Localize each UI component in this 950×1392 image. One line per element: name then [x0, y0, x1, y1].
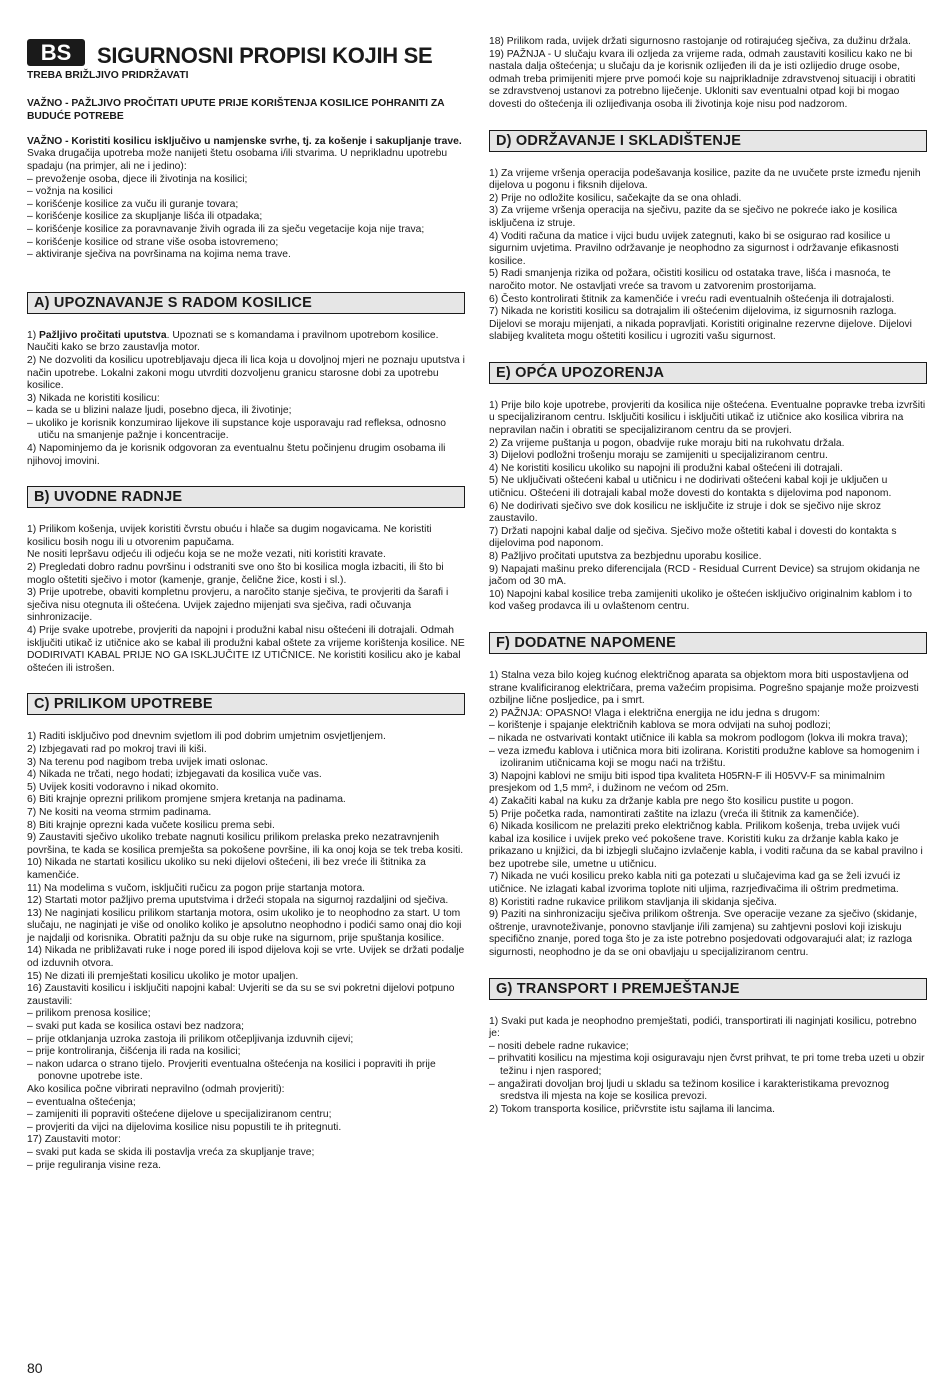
- list-item: 7) Držati napojni kabal dalje od sječiva. Sječivo može oštetiti kabal i dovesti do kontakta s dijelovima pod naponom.: [489, 525, 897, 550]
- list-item: 1) Svaki put kada je neophodno premještati, podići, transportirati ili naginjati kosilicu, potrebno je:: [489, 1015, 917, 1040]
- list-item: 5) Ne uključivati oštećeni kabal u utičnicu i ne dodirivati oštećeni kabal koji je uključen u utičnicu. Oštećeni ili dotrajali kabal može dovesti do kontakta s dijelovima pod naponom.: [489, 475, 892, 500]
- list-item: 1) Stalna veza bilo kojeg kućnog električnog aparata sa objektom mora biti uspostavljena od strane kvalificiranog električara, prema važećim propisima. Pogrešno spajanje može proizvesti ozbiljne lične posljedice, pa i smrt.: [489, 669, 919, 707]
- page-number: 80: [27, 1360, 43, 1376]
- language-badge: BS: [27, 39, 85, 66]
- list-item: 3) Dijelovi podložni trošenju moraju se zamijeniti u specijaliziranom centru.: [489, 450, 828, 462]
- list-item: – prije kontroliranja, čišćenja ili rada na kosilici;: [27, 1046, 241, 1058]
- section-f-list: [489, 670, 927, 960]
- section-a-item-1-bold: Pažljivo pročitati uputstva: [39, 329, 167, 341]
- list-item: – prilikom prenosa kosilice;: [27, 1008, 151, 1020]
- list-item: – prije reguliranja visine reza.: [27, 1159, 161, 1171]
- section-b-heading: B) UVODNE RADNJE: [27, 486, 465, 508]
- section-d-list: [489, 168, 927, 344]
- section-c-heading: C) PRILIKOM UPOTREBE: [27, 693, 465, 715]
- list-item: 8) Koristiti radne rukavice prilikom stavljanja ili skidanja sječiva.: [489, 896, 777, 908]
- list-item: – zamijeniti ili popraviti oštećene dijelove u specijaliziranom centru;: [27, 1109, 332, 1121]
- page-title: SIGURNOSNI PROPISI KOJIH SE: [97, 43, 433, 68]
- list-item: – korišćenje kosilice za poravnavanje živih ograda ili za sječu vegetacije koja nije trava;: [27, 223, 425, 235]
- section-d-heading: D) ODRŽAVANJE I SKLADIŠTENJE: [489, 130, 927, 152]
- list-item: 1) Prije bilo koje upotrebe, provjeriti da kosilica nije oštećena. Eventualne popravke treba izvršiti u specijaliziranom centru. Isključiti kosilicu i isključiti utikač iz utičnice ako kosilica vibrira na nepravilan način i obratiti se specijaliziranom centru da se provjeri.: [489, 399, 926, 437]
- list-item: – prevoženje osoba, djece ili životinja na kosilici;: [27, 173, 248, 185]
- list-item: – veza između kablova i utičnica mora biti izolirana. Koristiti produžne kablove sa homogenim i izoliranim utičnicama koji se mogu naći na tržištu.: [489, 745, 920, 770]
- list-item: – korištenje i spajanje električnih kablova se mora odvijati na suhoj podlozi;: [489, 720, 831, 732]
- list-item: – svaki put kada se kosilica ostavi bez nadzora;: [27, 1021, 244, 1033]
- list-item: 6) Ne dodirivati sječivo sve dok kosilicu ne isključite iz struje i dok se sječivo nije skroz zaustavilo.: [489, 500, 882, 525]
- section-b-list: [27, 524, 465, 675]
- list-item: 2) Prije no odložite kosilicu, sačekajte da se ona ohladi.: [489, 192, 742, 204]
- list-item: 4) Zakačiti kabal na kuku za držanje kabla pre nego što kosilicu pustite u pogon.: [489, 795, 854, 807]
- page-subtitle: TREBA BRIŽLJIVO PRIDRŽAVATI: [27, 70, 189, 81]
- list-item: 12) Startati motor pažljivo prema uputstvima i držeći stopala na sigurnoj razdaljini od sječiva.: [27, 895, 449, 907]
- list-item: 2) Ne dozvoliti da kosilicu upotrebljavaju djeca ili lica koja u dovoljnoj mjeri ne poznaju uputstva i način upotrebe. Lokalni zakoni mogu utvrditi dozvoljenu granicu starosne dobi za upotrebu kosilice.: [27, 354, 465, 392]
- list-item: 14) Nikada ne približavati ruke i noge pored ili ispod dijelova koji se vrte. Uvijek se držati podalje od izduvnih otvora.: [27, 945, 465, 970]
- section-c-continued-list: [489, 36, 927, 112]
- section-e-heading: E) OPĆA UPOZORENJA: [489, 362, 927, 384]
- list-item: 4) Nikada ne trčati, nego hodati; izbjegavati da kosilica vuče vas.: [27, 769, 322, 781]
- list-item: – angažirati dovoljan broj ljudi u skladu sa težinom kosilice i karakteristikama prevoznog sredstva ili mjesta na koje se kosilica prevozi.: [489, 1078, 890, 1103]
- list-item: 2) PAŽNJA: OPASNO! Vlaga i električna energija ne idu jedna s drugom:: [489, 707, 820, 719]
- list-item: 1) Raditi isključivo pod dnevnim svjetlom ili pod dobrim umjetnim osvjetljenjem.: [27, 731, 386, 743]
- list-item: 3) Za vrijeme vršenja operacija na sječivu, pazite da se sječivo ne pokreće iako je kosilica isključena iz struje.: [489, 205, 898, 229]
- list-item: – korišćenje kosilice za vuču ili guranje tovara;: [27, 198, 239, 210]
- list-item: 8) Biti krajnje oprezni kada vučete kosilicu prema sebi.: [27, 819, 275, 831]
- list-item: Ne nositi lepršavu odjeću ili odjeću koja se ne može vezati, niti koristiti kravate.: [27, 549, 386, 561]
- list-item: 6) Često kontrolirati štitnik za kamenčiće i vreću radi eventualnih oštećenja ili dotrajalosti.: [489, 293, 895, 305]
- list-item: 13) Ne naginjati kosilicu prilikom startanja motora, osim ukoliko je to neophodno za start. U tom slučaju, ne naginjati je više od onoliko koliko je apsolutno neophodno i podići samo onaj dio koji je najdalji od korisnika. Obratiti pažnju da su obje ruke na sigurnom, prije spuštanja kosilice.: [27, 907, 462, 944]
- list-item: Ako kosilica počne vibrirati nepravilno (odmah provjeriti):: [27, 1084, 285, 1095]
- list-item: 3) Prije upotrebe, obaviti kompletnu provjeru, a naročito stanje sječiva, te provjeriti da šarafi i sječiva nisu otegnuta ili oštećena. Uvijek zajedno mijenjati sva sječiva, radi očuvanja sinhronizacije.: [27, 587, 449, 624]
- list-item: 6) Nikada kosilicom ne prelaziti preko električnog kabla. Prilikom košenja, treba uvijek vući kabal iza kosilice i uvijek preko već pokošene trave. Koristiti kuku za držanje kabla kako je prikazano u knjižici, da bi izbjegli slučajno izvlačenje kabla, i voditi računa da se kabal pravilno i bez upotrebe sile, umetne u utičnicu.: [489, 821, 923, 870]
- list-item: – prihvatiti kosilicu na mjestima koji osiguravaju njen čvrst prihvat, te pri tome treba uzeti u obzir težinu i njen raspored;: [489, 1053, 925, 1077]
- list-item: – nikada ne ostvarivati kontakt utičnice ili kabla sa mokrom podlogom (lokva ili mokra trava);: [489, 732, 908, 744]
- list-item: 10) Nikada ne startati kosilicu ukoliko su neki dijelovi oštećeni, ili bez vreće ili štitnika za kamenčiće.: [27, 857, 426, 881]
- important-notice: VAŽNO - PAŽLJIVO PROČITATI UPUTE PRIJE KORIŠTENJA KOSILICE POHRANITI ZA BUDUĆE POTREBE: [27, 98, 445, 122]
- list-item: 7) Nikada ne vući kosilicu preko kabla niti ga potezati u slučajevima kad ga se želi izvući iz utičnice. Ne izlagati kabal izvorima toplote niti uljima, razrjeđivačima ili oštrim predmetima.: [489, 871, 901, 896]
- list-item: 4) Voditi računa da matice i vijci budu uvijek zategnuti, kako bi se osigurao rad kosilice u sigurnim uvjetima. Pravilno održavanje je neophodno za sigurnost i održavanje efikasnosti kosilice.: [489, 230, 899, 267]
- list-item: 2) Pregledati dobro radnu površinu i odstraniti sve ono što bi kosilica mogla izbaciti, ili što bi moglo oštetiti sječivo i motor (kamenje, granje, čelične žice, kosti i sl.).: [27, 562, 444, 586]
- right-column: [489, 36, 927, 1116]
- usage-notice: [27, 136, 465, 174]
- usage-notice-text: Svaka drugačija upotreba može nanijeti štetu osobama i/ili stvarima. U neprikladnu upotrebu spadaju (na primjer, ali ne i jedino):: [27, 148, 448, 172]
- list-item: 17) Zaustaviti motor:: [27, 1134, 121, 1146]
- list-item: 3) Na terenu pod nagibom treba uvijek imati oslonac.: [27, 756, 268, 768]
- list-item: – prije otklanjanja uzroka zastoja ili prilikom otčepljivanja izduvnih cijevi;: [27, 1033, 354, 1045]
- list-item: 2) Za vrijeme puštanja u pogon, obadvije ruke moraju biti na rukohvatu držala.: [489, 437, 845, 449]
- misuse-list: [27, 174, 465, 262]
- section-a-item-1-number: 1): [27, 329, 37, 341]
- list-item: – provjeriti da vijci na dijelovima kosilice nisu popustili te ih pritegnuti.: [27, 1121, 342, 1133]
- list-item: 5) Uvijek kositi vodoravno i nikad okomito.: [27, 781, 219, 793]
- list-item: 4) Ne koristiti kosilicu ukoliko su napojni ili produžni kabal oštećeni ili dotrajali.: [489, 462, 843, 474]
- list-item: 9) Zaustaviti sječivo ukoliko trebate nagnuti kosilicu prilikom prelaska preko nezatravnjenih površina, te kada se kosilica premješta sa pokošene površine, ili ka onoj koja se tek treba kositi.: [27, 832, 464, 856]
- list-item: 9) Paziti na sinhronizaciju sječiva prilikom oštrenja. Sve operacije vezane za sječivo (skidanje, oštrenje, uravnoteživanje, ponovno stavljanje i/ili zamjena) su zahtjevni poslovi koji iziskuju specifično znanje, pored toga što je za iste potrebno posjedovati odgovarajući alat; iz razloga sigurnosti, neophodno je da se oni obavljaju u specijaliziranom centru.: [489, 909, 918, 959]
- list-item: – nositi debele radne rukavice;: [489, 1040, 629, 1052]
- left-column: [27, 36, 465, 1172]
- list-item: 15) Ne dizati ili premještati kosilicu ukoliko je motor upaljen.: [27, 970, 299, 982]
- list-item: 11) Na modelima s vučom, isključiti ručicu za pogon prije startanja motora.: [27, 882, 366, 894]
- section-c-list: [27, 731, 465, 1172]
- list-item: 3) Nikada ne koristiti kosilicu:: [27, 392, 160, 404]
- section-a-item-1: [27, 330, 465, 355]
- list-item: 3) Napojni kablovi ne smiju biti ispod tipa kvaliteta H05RN-F ili H05VV-F sa minimalnim presjekom od 1,5 mm², i dužinom ne većom od 25m.: [489, 770, 886, 795]
- page-header: [27, 36, 465, 84]
- list-item: 8) Pažljivo pročitati uputstva za bezbjednu uporabu kosilice.: [489, 551, 762, 562]
- section-g-list: [489, 1016, 927, 1117]
- list-item: 2) Izbjegavati rad po mokroj travi ili kiši.: [27, 743, 207, 755]
- list-item: 10) Napojni kabal kosilice treba zamijeniti ukoliko je oštećen isključivo originalnim kablom i to kod vašeg prodavca ili u ovlaštenom centru.: [489, 588, 912, 613]
- list-item: 4) Napominjemo da je korisnik odgovoran za eventualnu štetu počinjenu drugim osobama ili njihovoj imovini.: [27, 443, 446, 467]
- list-item: – kada se u blizini nalaze ljudi, posebno djeca, ili životinje;: [27, 405, 292, 417]
- list-item: 5) Prije početka rada, namontirati zaštite na izlazu (vreća ili štitnik za kamenčiće).: [489, 808, 860, 820]
- section-g-heading: G) TRANSPORT I PREMJEŠTANJE: [489, 978, 927, 1000]
- list-item: – aktiviranje sječiva na površinama na kojima nema trave.: [27, 249, 291, 261]
- list-item: 7) Nikada ne koristiti kosilicu sa dotrajalim ili oštećenim dijelovima, iz sigurnosnih razloga. Dijelovi se moraju mijenjati, a nikada popravljati. Koristiti originalne rezervne dijelove. Dijelovi slabijeg kvaliteta mogu oštetiti kosilicu i ugroziti vašu sigurnost.: [489, 306, 912, 343]
- list-item: – eventualna oštećenja;: [27, 1096, 136, 1108]
- list-item: 1) Prilikom košenja, uvijek koristiti čvrstu obuću i hlače sa dugim nogavicama. Ne koristiti kosilicu bosih nogu ili u otvorenim papučama.: [27, 524, 432, 548]
- list-item: 4) Prije svake upotrebe, provjeriti da napojni i produžni kabal nisu oštećeni ili dotrajali. Odmah isključiti utikač iz utičnice ako se kabal ili produžni kabal oštete za vrijeme korištenja kosilice. NE DODIRIVATI KABAL PRIJE NO GA ISKLJUČITE IZ UTIČNICE. Ne koristiti kosilicu ako je kabal oštećen ili istrošen.: [27, 625, 465, 674]
- list-item: 9) Napajati mašinu preko diferencijala (RCD - Residual Current Device) sa strujom okidanja ne jačom od 30 mA.: [489, 563, 920, 588]
- section-e-list: [489, 400, 927, 614]
- list-item: 19) PAŽNJA - U slučaju kvara ili ozljeda za vrijeme rada, odmah zaustaviti kosilicu kako ne bi nastala dalja oštećenja; u slučaju da je korisnik ozlijeđen ili da je isti ozlijedio druge osobe, odmah treba primijeniti mjere prve pomoći koje su najprikladnije zdravstvenoj situaciji i obratiti se zdravstvenoj ustanovi za potrebno liječenje. Ukloniti sav eventualni otpad koji bi mogao dovesti do oštećenja ili ozlijeđivanja osoba ili životinja koje nisu pod nadzorom.: [489, 48, 916, 110]
- list-item: 7) Ne kositi na veoma strmim padinama.: [27, 806, 212, 818]
- list-item: – vožnja na kosilici: [27, 186, 113, 198]
- usage-notice-bold: VAŽNO - Koristiti kosilicu isključivo u namjenske svrhe, tj. za košenje i sakupljanje trave.: [27, 135, 462, 147]
- list-item: 1) Za vrijeme vršenja operacija podešavanja kosilice, pazite da ne uvučete prste između njenih dijelova u pogonu i fiksnih dijelova.: [489, 167, 921, 192]
- list-item: – korišćenje kosilice od strane više osoba istovremeno;: [27, 236, 279, 248]
- section-a-list: [27, 355, 465, 468]
- section-a-heading: A) UPOZNAVANJE S RADOM KOSILICE: [27, 292, 465, 314]
- list-item: 5) Radi smanjenja rizika od požara, očistiti kosilicu od ostataka trave, lišća i masnoća, te naročito motor. Ne ostavljati vreće sa travom u zatvorenim prostorijama.: [489, 268, 891, 292]
- list-item: – ukoliko je korisnik konzumirao lijekove ili supstance koje usporavaju rad refleksa, odnosno utiču na smanjenje pažnje i koncentracije.: [27, 417, 446, 442]
- list-item: – svaki put kada se skida ili postavlja vreća za skupljanje trave;: [27, 1146, 315, 1158]
- list-item: 6) Biti krajnje oprezni prilikom promjene smjera kretanja na padinama.: [27, 794, 346, 806]
- list-item: – nakon udarca o strano tijelo. Provjeriti eventualna oštećenja na kosilici i popraviti ih prije ponovne upotrebe iste.: [27, 1058, 436, 1083]
- section-a-item-1-text: . Upoznati se s komandama i pravilnom upotrebom kosilice. Naučiti kako se brzo zaustavlja motor.: [27, 329, 439, 354]
- section-f-heading: F) DODATNE NAPOMENE: [489, 632, 927, 654]
- list-item: – korišćenje kosilice za skupljanje lišća ili otpadaka;: [27, 211, 263, 223]
- list-item: 18) Prilikom rada, uvijek držati sigurnosno rastojanje od rotirajućeg sječiva, za dužinu držala.: [489, 36, 911, 47]
- list-item: 16) Zaustaviti kosilicu i isključiti napojni kabal: Uvjeriti se da su se svi pokretni dijelovi potpuno zaustavili:: [27, 983, 455, 1007]
- list-item: 2) Tokom transporta kosilice, pričvrstite istu sajlama ili lancima.: [489, 1103, 775, 1115]
